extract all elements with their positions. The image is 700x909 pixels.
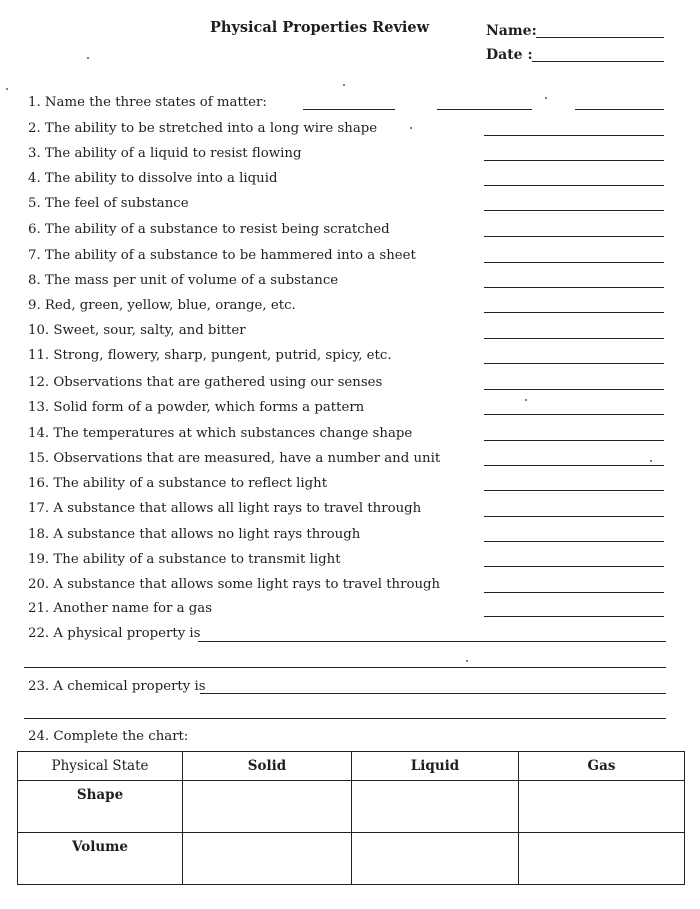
question-9: 9. Red, green, yellow, blue, orange, etc. [28,298,296,313]
answer-line-21[interactable] [484,616,664,617]
question-3: 3. The ability of a liquid to resist flowing [28,146,302,161]
question-23: 23. A chemical property is [28,679,206,694]
question-21: 21. Another name for a gas [28,601,213,616]
page-title: Physical Properties Review [210,19,430,36]
answer-line-12[interactable] [484,389,664,390]
question-11: 11. Strong, flowery, sharp, pungent, putrid, spicy, etc. [28,348,392,363]
chart-row-label-shape: Shape [18,781,183,833]
answer-line-7[interactable] [484,262,664,263]
answer-line-15[interactable] [484,465,664,466]
answer-line-13[interactable] [484,414,664,415]
answer-line-9[interactable] [484,312,664,313]
answer-line-1c[interactable] [575,109,664,110]
scan-speck [87,57,89,59]
chart-row-label-volume: Volume [18,833,183,885]
question-12: 12. Observations that are gathered using our senses [28,375,383,390]
answer-line-14[interactable] [484,440,664,441]
chart-header-solid: Solid [183,752,352,781]
scan-speck [525,399,527,401]
question-8: 8. The mass per unit of volume of a substance [28,273,339,288]
chart-header-physical-state: Physical State [18,752,183,781]
answer-line-23a[interactable] [200,693,666,694]
answer-line-3[interactable] [484,160,664,161]
question-16: 16. The ability of a substance to reflect light [28,476,328,491]
question-19: 19. The ability of a substance to transmit light [28,552,341,567]
chart-cell-volume-solid[interactable] [183,833,352,885]
answer-line-11[interactable] [484,363,664,364]
question-4: 4. The ability to dissolve into a liquid [28,171,278,186]
question-5: 5. The feel of substance [28,196,189,211]
scan-speck [410,127,412,129]
question-17: 17. A substance that allows all light rays to travel through [28,501,422,516]
answer-line-5[interactable] [484,210,664,211]
chart-cell-volume-liquid[interactable] [352,833,519,885]
answer-line-16[interactable] [484,490,664,491]
chart-cell-shape-solid[interactable] [183,781,352,833]
answer-line-8[interactable] [484,287,664,288]
question-24: 24. Complete the chart: [28,729,189,744]
question-1: 1. Name the three states of matter: [28,95,267,110]
chart-row-volume [18,833,685,885]
date-field[interactable] [532,61,664,62]
chart-row-shape [18,781,685,833]
answer-line-4[interactable] [484,185,664,186]
answer-line-20[interactable] [484,592,664,593]
chart-header-gas: Gas [519,752,685,781]
question-18: 18. A substance that allows no light rays through [28,527,361,542]
chart-header-row [18,752,685,781]
answer-line-19[interactable] [484,566,664,567]
question-15: 15. Observations that are measured, have a number and unit [28,451,441,466]
name-field[interactable] [536,37,664,38]
answer-line-2[interactable] [484,135,664,136]
answer-line-6[interactable] [484,236,664,237]
question-20: 20. A substance that allows some light rays to travel through [28,577,441,592]
chart-cell-shape-gas[interactable] [519,781,685,833]
scan-speck [545,97,547,99]
answer-line-1b[interactable] [437,109,532,110]
chart-cell-volume-gas[interactable] [519,833,685,885]
answer-line-22a[interactable] [198,641,666,642]
name-label: Name: [486,23,537,39]
answer-line-17[interactable] [484,516,664,517]
question-2: 2. The ability to be stretched into a long wire shape [28,121,378,136]
question-10: 10. Sweet, sour, salty, and bitter [28,323,246,338]
scan-speck [650,460,652,462]
physical-state-chart [17,751,685,885]
scan-speck [343,84,345,86]
answer-line-23b[interactable] [24,718,666,719]
chart-cell-shape-liquid[interactable] [352,781,519,833]
question-22: 22. A physical property is [28,626,201,641]
answer-line-18[interactable] [484,541,664,542]
question-7: 7. The ability of a substance to be hammered into a sheet [28,248,416,263]
date-label: Date : [486,47,533,63]
answer-line-10[interactable] [484,338,664,339]
answer-line-22b[interactable] [24,667,666,668]
scan-speck [6,88,8,90]
question-14: 14. The temperatures at which substances change shape [28,426,413,441]
question-6: 6. The ability of a substance to resist being scratched [28,222,390,237]
chart-header-liquid: Liquid [352,752,519,781]
scan-speck [466,660,468,662]
answer-line-1a[interactable] [303,109,395,110]
question-13: 13. Solid form of a powder, which forms a pattern [28,400,365,415]
